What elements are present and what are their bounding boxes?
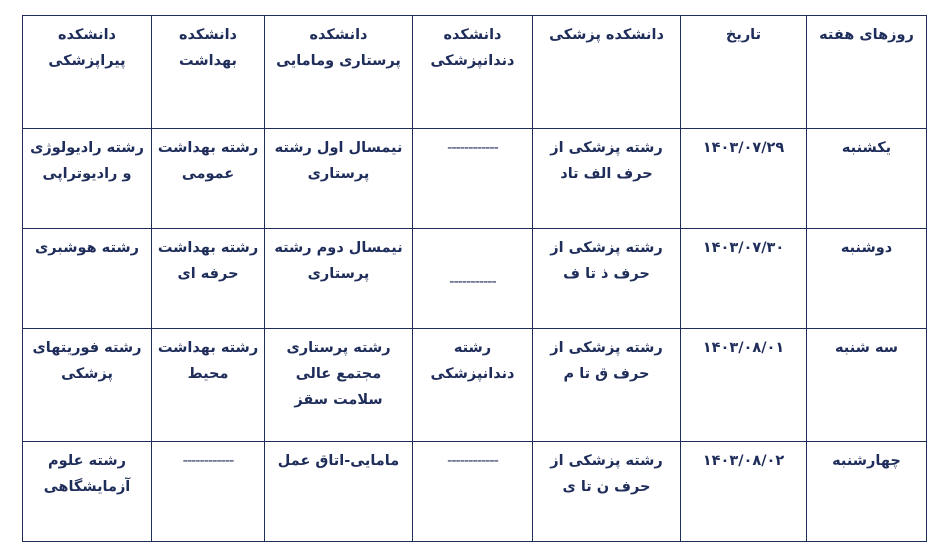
- medicine-label: رشته پزشکی از حرف ق تا م: [550, 340, 663, 382]
- paramedical-label: رشته علوم آزمایشگاهی: [43, 453, 131, 495]
- header-nursing-label: دانشکده پرستاری ومامایی: [276, 27, 401, 69]
- cell-day: [807, 129, 927, 229]
- cell-date: [681, 229, 807, 329]
- date-label: ۱۴۰۳/۰۷/۲۹: [702, 140, 785, 156]
- cell-nursing: [265, 329, 413, 442]
- cell-nursing: [265, 129, 413, 229]
- cell-medicine: [533, 442, 681, 542]
- table-row: [23, 129, 927, 229]
- header-medicine: [533, 16, 681, 129]
- cell-day: [807, 442, 927, 542]
- nursing-label: رشته پرستاری مجتمع عالی سلامت سقز: [286, 340, 391, 408]
- cell-dentistry: [413, 129, 533, 229]
- cell-nursing: [265, 442, 413, 542]
- date-label: ۱۴۰۳/۰۸/۰۱: [702, 340, 785, 356]
- day-label: چهارشنبه: [832, 453, 901, 469]
- table-row: [23, 229, 927, 329]
- day-label: یکشنبه: [841, 140, 892, 156]
- header-health: [152, 16, 265, 129]
- cell-health: [152, 329, 265, 442]
- cell-paramedical: [23, 229, 152, 329]
- paramedical-label: رشته هوشبری: [35, 240, 139, 256]
- health-label: رشته بهداشت محیط: [157, 340, 259, 382]
- header-dentistry[interactable]: [413, 16, 533, 129]
- table-row: [23, 329, 927, 442]
- cell-date: [681, 442, 807, 542]
- cell-health: [152, 442, 265, 542]
- medicine-label: رشته پزشکی از حرف ن تا ی: [550, 453, 663, 495]
- dentistry-label: رشته دندانپزشکی: [430, 340, 515, 382]
- cell-date: [681, 329, 807, 442]
- day-label: دوشنبه: [840, 240, 893, 256]
- table-header-row: [23, 16, 927, 129]
- table-row: [23, 442, 927, 542]
- date-label: ۱۴۰۳/۰۸/۰۲: [702, 453, 785, 469]
- nursing-label: مامایی-اتاق عمل: [277, 453, 400, 469]
- health-label: ------------: [182, 453, 234, 469]
- cell-medicine: [533, 229, 681, 329]
- header-date: [681, 16, 807, 129]
- header-weekday-label: روزهای هفته: [819, 27, 914, 43]
- cell-paramedical: [23, 329, 152, 442]
- header-medicine-label: دانشکده پزشکی: [549, 27, 664, 43]
- date-label: ۱۴۰۳/۰۷/۳۰: [702, 240, 785, 256]
- cell-date: [681, 129, 807, 229]
- header-date-label: تاریخ: [725, 27, 762, 43]
- dentistry-label: -----------: [449, 274, 496, 290]
- health-label: رشته بهداشت عمومی: [157, 140, 259, 182]
- cell-dentistry: [413, 329, 533, 442]
- dentistry-label: ------------: [447, 140, 498, 156]
- day-label: سه شنبه: [835, 340, 898, 356]
- header-nursing: [265, 16, 413, 129]
- cell-nursing: [265, 229, 413, 329]
- cell-health: [152, 129, 265, 229]
- paramedical-label: رشته فوریتهای پزشکی: [32, 340, 142, 382]
- header-paramedical-label: دانشکده پیراپزشکی: [48, 27, 126, 69]
- cell-dentistry: [413, 229, 533, 329]
- schedule-table: [22, 15, 927, 542]
- header-health-label: دانشکده بهداشت: [179, 27, 237, 69]
- cell-dentistry: [413, 442, 533, 542]
- cell-day: [807, 329, 927, 442]
- cell-medicine: [533, 329, 681, 442]
- medicine-label: رشته پزشکی از حرف ذ تا ف: [550, 240, 663, 282]
- cell-health: [152, 229, 265, 329]
- header-dentistry-label: دانشکده دندانپزشکی: [430, 27, 515, 69]
- dentistry-label: ------------: [447, 453, 498, 469]
- medicine-label: رشته پزشکی از حرف الف تاد: [550, 140, 663, 182]
- nursing-label: نیمسال اول رشته پرستاری: [274, 140, 403, 182]
- cell-medicine: [533, 129, 681, 229]
- cell-paramedical: [23, 129, 152, 229]
- health-label: رشته بهداشت حرفه ای: [157, 240, 259, 282]
- cell-paramedical: [23, 442, 152, 542]
- header-weekday: [807, 16, 927, 129]
- cell-day: [807, 229, 927, 329]
- header-paramedical: [23, 16, 152, 129]
- paramedical-label: رشته رادیولوژی و رادیوتراپی: [30, 140, 144, 182]
- nursing-label: نیمسال دوم رشته پرستاری: [274, 240, 403, 282]
